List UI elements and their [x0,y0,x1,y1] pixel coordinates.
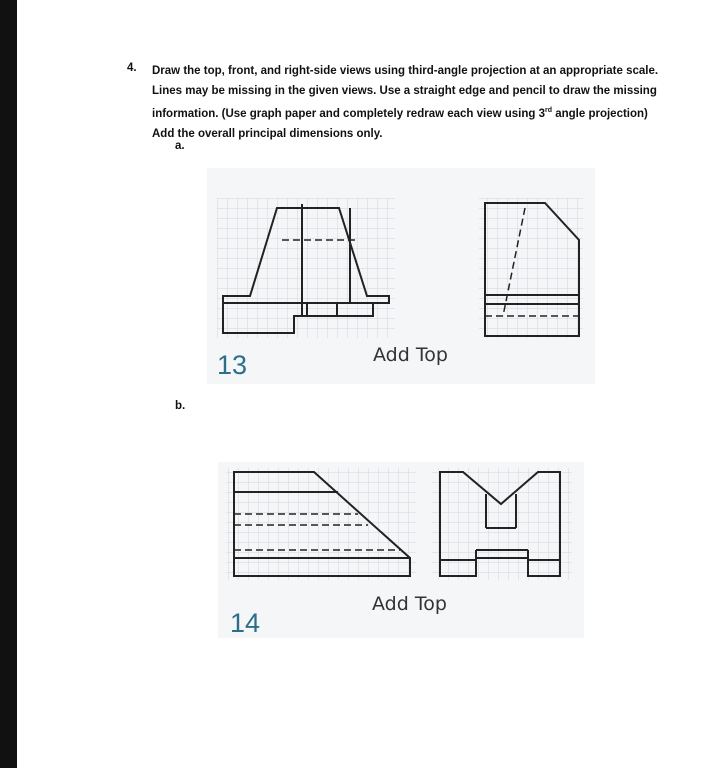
part-a-label: a. [175,140,185,152]
figure-14-caption: Add Top [372,593,447,615]
figure-14 [218,462,584,638]
question-line-4: Add the overall principal dimensions only. [152,127,383,140]
side-view-grid [479,198,583,338]
figure-13-number: 13 [217,350,248,380]
question-text [152,62,692,144]
side-view-grid [432,468,572,580]
question-line-3-text: information. (Use graph paper and completely redraw each view using 3 [152,108,546,121]
figure-13 [207,168,595,384]
question-number: 4. [127,62,137,74]
question-line-3-tail: angle projection) [552,108,648,121]
figure-13-caption: Add Top [373,344,448,366]
question-line-3-superscript: rd [545,107,553,115]
question-line-1: Draw the top, front, and right-side views using third-angle projection at an appropriate scale. [152,65,659,77]
part-b-label: b. [175,400,186,412]
front-view-grid [226,468,416,580]
question-line-3 [152,101,692,124]
figure-14-number: 14 [230,608,261,638]
question-line-2: Lines may be missing in the given views. Use a straight edge and pencil to draw the missing [152,84,657,97]
left-black-bar [0,0,17,768]
